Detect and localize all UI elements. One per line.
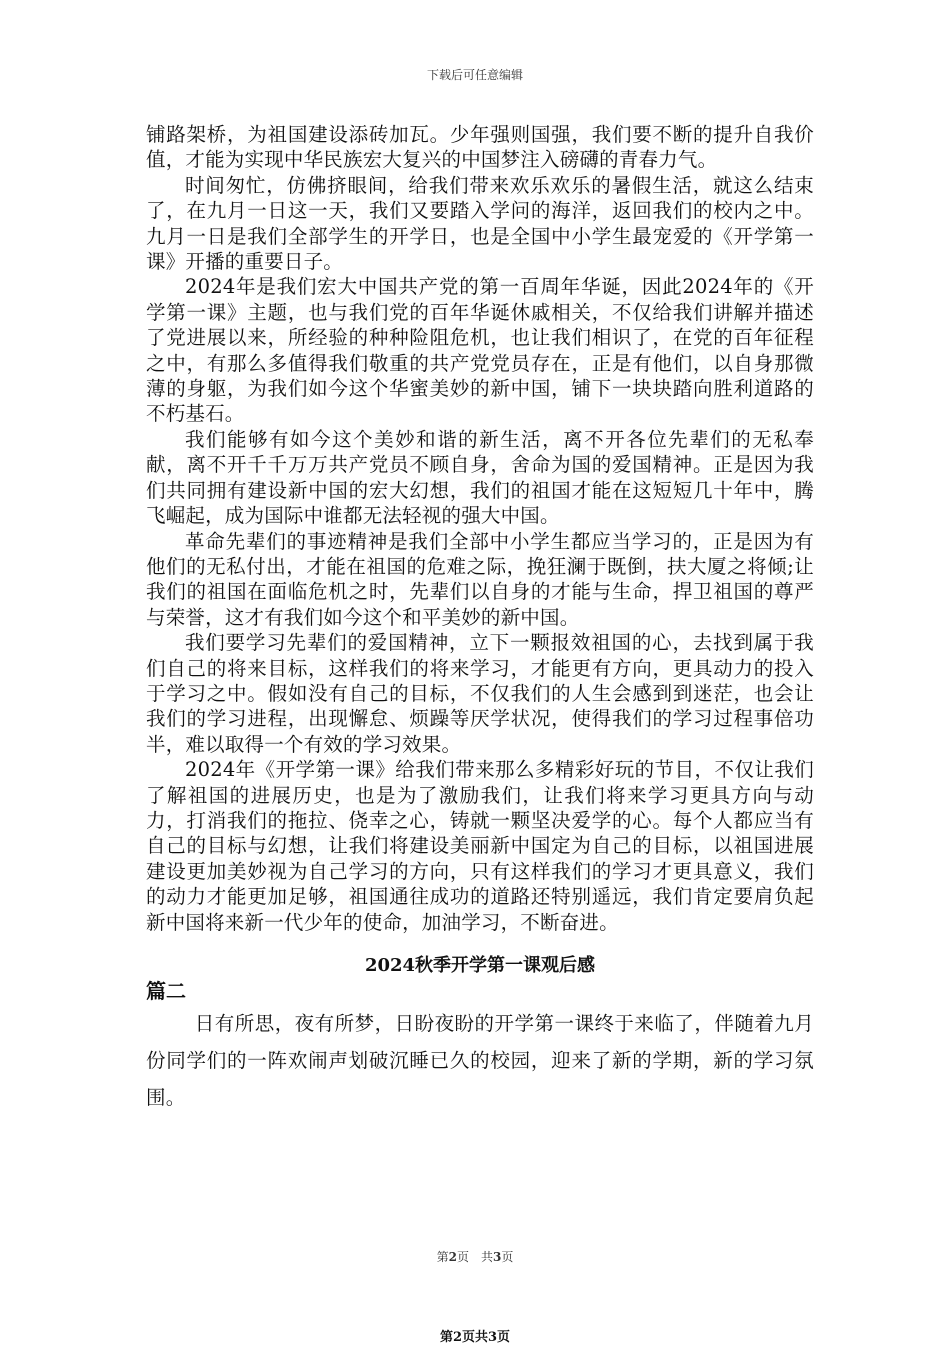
page-footer: [0, 1248, 950, 1265]
paragraph-1: 铺路架桥，为祖国建设添砖加瓦。少年强则国强，我们要不断的提升自我价值，才能为实现中华民族宏大复兴的中国梦注入磅礴的青春力气。: [146, 123, 814, 172]
footer-middle: 页 共: [456, 1250, 493, 1264]
section-label: 篇二: [146, 979, 186, 1003]
header-text: 下载后可任意编辑: [426, 68, 523, 82]
footer-suffix: 页: [501, 1250, 514, 1264]
paragraph-5: 革命先辈们的事迹精神是我们全部中小学生都应当学习的，正是因为有他们的无私付出，才能在祖国的危难之际，挽狂澜于既倒，扶大厦之将倾;让我们的祖国在面临危机之时，先辈们以自身的才能与生命，捍卫祖国的尊严与荣誉，这才有我们如今这个和平美妙的新中国。: [146, 529, 814, 629]
paragraph-3: 2024年是我们宏大中国共产党的第一百周年华诞，因此2024年的《开学第一课》主题，也与我们党的百年华诞休戚相关，不仅给我们讲解并描述了党进展以来，所经验的种种险阻危机，也让我们相识了，在党的百年征程之中，有那么多值得我们敬重的共产党党员存在，正是有他们，以自身那微薄的身躯，为我们如今这个华蜜美妙的新中国，铺下一块块踏向胜利道路的不朽基石。: [146, 275, 814, 426]
paragraph-4: 我们能够有如今这个美妙和谐的新生活，离不开各位先辈们的无私奉献，离不开千千万万共产党员不顾自身，舍命为国的爱国精神。正是因为我们共同拥有建设新中国的宏大幻想，我们的祖国才能在这短短几十年中，腾飞崛起，成为国际中谁都无法轻视的强大中国。: [146, 427, 814, 528]
document-body: [146, 122, 814, 1116]
bottom-page-mark: 第2页共3页: [439, 1330, 511, 1345]
footer-prefix: 第: [436, 1250, 449, 1264]
section-paragraph: 日有所思，夜有所梦，日盼夜盼的开学第一课终于来临了，伴随着九月份同学们的一阵欢闹声划破沉睡已久的校园，迎来了新的学期，新的学习氛围。: [146, 1012, 814, 1109]
section-title: 2024秋季开学第一课观后感: [364, 955, 596, 976]
paragraph-2: 时间匆忙，仿佛挤眼间，给我们带来欢乐欢乐的暑假生活，就这么结束了，在九月一日这一天，我们又要踏入学问的海洋，返回我们的校内之中。九月一日是我们全部学生的开学日，也是全国中小学生最宠爱的《开学第一课》开播的重要日子。: [146, 173, 814, 274]
paragraph-6: 我们要学习先辈们的爱国精神，立下一颗报效祖国的心，去找到属于我们自己的将来目标，这样我们的将来学习，才能更有方向，更具动力的投入于学习之中。假如没有自己的目标，不仅我们的人生会感到到迷茫，也会让我们的学习进程，出现懈怠、烦躁等厌学状况，使得我们的学习过程事倍功半，难以取得一个有效的学习效果。: [146, 631, 814, 756]
footer-page-total: 3: [493, 1250, 502, 1264]
page-header: [0, 66, 950, 83]
paragraph-7: 2024年《开学第一课》给我们带来那么多精彩好玩的节目，不仅让我们了解祖国的进展历史，也是为了激励我们，让我们将来学习更具方向与动力，打消我们的拖拉、侥幸之心，铸就一颗坚决爱学的心。每个人都应当有自己的目标与幻想，让我们将建设美丽新中国定为自己的目标，以祖国进展建设更加美妙视为自己学习的方向，只有这样我们的学习才更具意义，我们的动力才能更加足够，祖国通往成功的道路还特别遥远，我们肯定要肩负起新中国将来新一代少年的使命，加油学习，不断奋进。: [146, 758, 814, 934]
footer-page-number: 2: [448, 1250, 457, 1264]
